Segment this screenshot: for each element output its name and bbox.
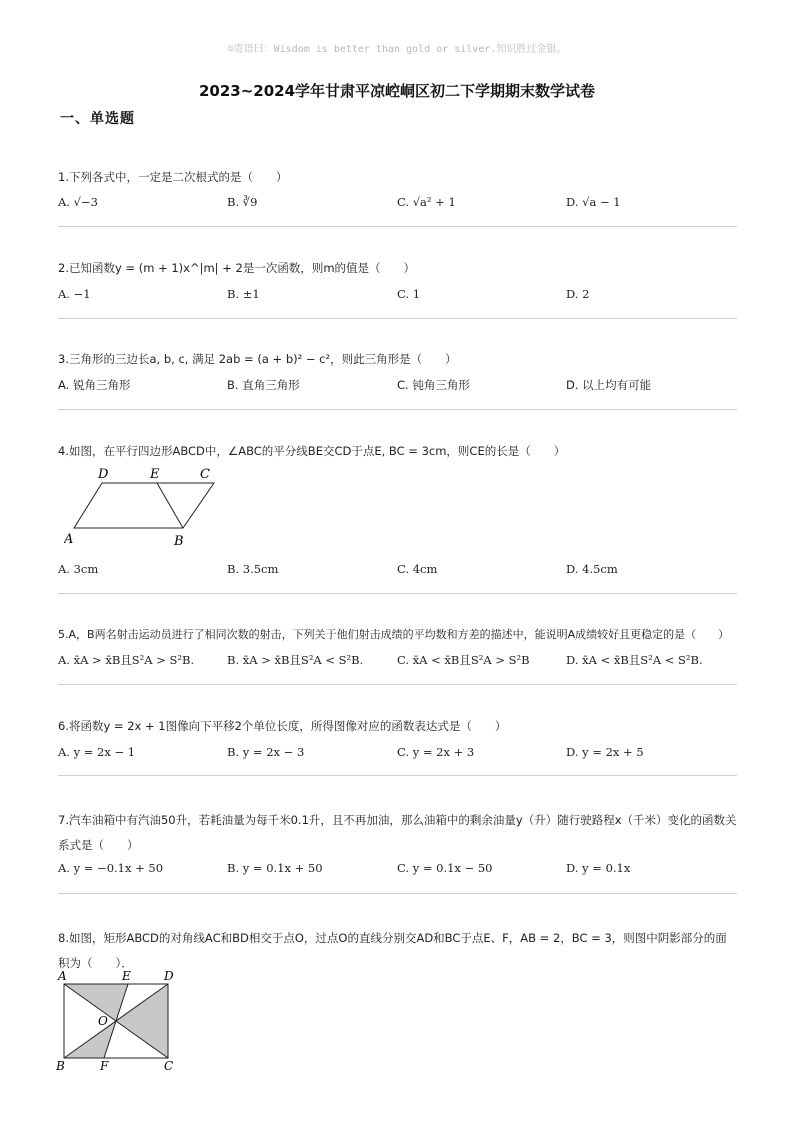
label-f: F (100, 1059, 109, 1073)
label-e: E (150, 467, 160, 482)
label-e: E (122, 970, 131, 983)
question-stem: 4.如图，在平行四边形ABCD中，∠ABC的平分线BE交CD于点E, BC = 3cm，则CE的长是（ ） (58, 444, 566, 458)
question-6 (58, 718, 738, 759)
exam-title: 2023~2024学年甘肃平凉崆峒区初二下学期期末数学试卷 (198, 82, 596, 100)
options-row (58, 194, 738, 212)
options-row (58, 652, 738, 670)
divider (58, 893, 737, 894)
option-c[interactable]: C. 4cm (397, 562, 438, 576)
option-d[interactable]: D. x̄A < x̄B且S²A < S²B. (566, 653, 703, 667)
option-d[interactable]: D. √a − 1 (566, 195, 621, 209)
option-d[interactable]: D. 以上均有可能 (566, 378, 652, 392)
question-1 (58, 169, 738, 209)
option-a[interactable]: A. 锐角三角形 (58, 378, 131, 392)
divider (58, 409, 737, 410)
question-stem: 6.将函数y = 2x + 1图像向下平移2个单位长度，所得图像对应的函数表达式是（ ） (58, 719, 507, 733)
option-d[interactable]: D. 2 (566, 287, 590, 301)
question-stem: 1.下列各式中，一定是二次根式的是（ ） (58, 170, 288, 184)
divider (58, 318, 737, 319)
label-c: C (164, 1059, 174, 1073)
options-row (58, 860, 738, 878)
options-row (58, 744, 738, 762)
question-stem: 3.三角形的三边长a, b, c, 满足 2ab = (a + b)² − c²，则此三角形是（ ） (58, 352, 457, 366)
option-a[interactable]: A. 3cm (58, 562, 99, 576)
option-a[interactable]: A. x̄A > x̄B且S²A > S²B. (58, 653, 195, 667)
option-b[interactable]: B. 直角三角形 (227, 378, 300, 392)
question-4 (58, 443, 738, 576)
parallelogram-diagram (64, 466, 224, 548)
option-c[interactable]: C. √a² + 1 (397, 195, 456, 209)
question-3 (58, 351, 738, 392)
options-row (58, 286, 738, 304)
divider (58, 775, 737, 776)
section-heading: 一、单选题 (60, 111, 135, 127)
option-c[interactable]: C. y = 2x + 3 (397, 745, 475, 759)
options-row (58, 377, 738, 395)
option-b[interactable]: B. x̄A > x̄B且S²A < S²B. (227, 653, 364, 667)
option-b[interactable]: B. ±1 (227, 287, 260, 301)
bisector-be (157, 483, 183, 528)
question-2 (58, 260, 738, 301)
rectangle-diagram (56, 970, 186, 1074)
option-b[interactable]: B. 3.5cm (227, 562, 279, 576)
question-8 (56, 926, 738, 1073)
option-a[interactable]: A. √−3 (58, 195, 98, 209)
label-b: B (56, 1059, 65, 1073)
divider (58, 226, 737, 227)
question-stem: 7.汽车油箱中有汽油50升，若耗油量为每千米0.1升，且不再加油，那么油箱中的剩余油量y（升）随行驶路程x（千米）变化的函数关系式是（ ） (58, 813, 737, 852)
label-d: D (98, 467, 109, 482)
label-a: A (58, 970, 67, 983)
option-b[interactable]: B. y = 0.1x + 50 (227, 861, 323, 875)
option-c[interactable]: C. 1 (397, 287, 421, 301)
option-b[interactable]: B. ∛9 (227, 195, 258, 209)
divider (58, 593, 737, 594)
option-c[interactable]: C. x̄A < x̄B且S²A > S²B (397, 653, 530, 667)
question-stem: 5.A，B两名射击运动员进行了相同次数的射击，下列关于他们射击成绩的平均数和方差的描述中，能说明A成绩较好且更稳定的是（ ） (58, 628, 730, 641)
label-d: D (164, 970, 174, 983)
label-o: O (98, 1014, 108, 1028)
option-d[interactable]: D. y = 0.1x (566, 861, 631, 875)
option-c[interactable]: C. y = 0.1x − 50 (397, 861, 493, 875)
watermark: ☺寄语曰：Wisdom is better than gold or silver.知识胜过金银。 (227, 44, 567, 55)
parallelogram-figure (64, 466, 224, 552)
option-b[interactable]: B. y = 2x − 3 (227, 745, 305, 759)
option-c[interactable]: C. 钝角三角形 (397, 378, 470, 392)
label-a: A (64, 532, 74, 547)
option-a[interactable]: A. −1 (58, 287, 91, 301)
question-5 (58, 627, 738, 667)
options-row (58, 561, 738, 579)
label-c: C (200, 467, 210, 482)
option-d[interactable]: D. 4.5cm (566, 562, 618, 576)
option-a[interactable]: A. y = 2x − 1 (58, 745, 136, 759)
divider (58, 684, 737, 685)
question-7 (58, 808, 738, 875)
option-a[interactable]: A. y = −0.1x + 50 (58, 861, 164, 875)
question-stem: 2.已知函数y = (m + 1)x^|m| + 2是一次函数，则m的值是（ ） (58, 261, 416, 275)
question-stem: 8.如图，矩形ABCD的对角线AC和BD相交于点O，过点O的直线分别交AD和BC于点E、F，AB = 2，BC = 3，则图中阴影部分的面积为（ ）． (58, 931, 727, 970)
parallelogram-abcd (74, 483, 214, 528)
option-d[interactable]: D. y = 2x + 5 (566, 745, 644, 759)
label-b: B (174, 534, 184, 548)
rectangle-figure (56, 970, 186, 1078)
